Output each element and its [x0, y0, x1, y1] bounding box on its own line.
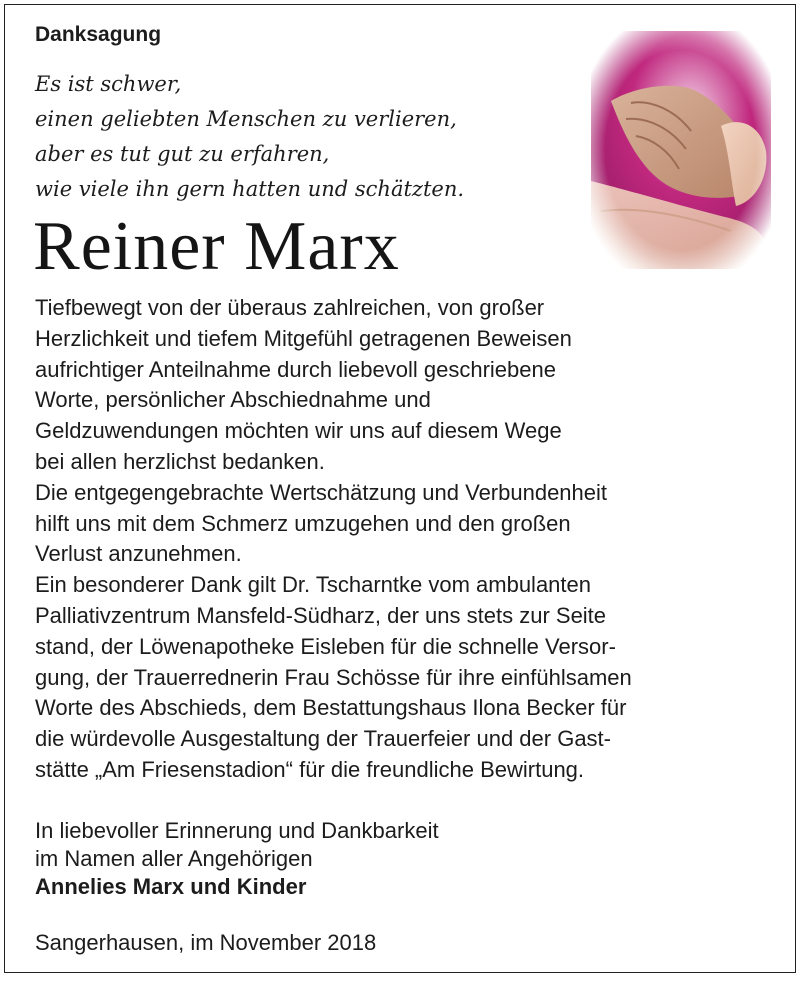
text-line: stätte „Am Friesenstadion“ für die freundliche Bewirtung.: [35, 756, 585, 782]
poem-line: Es ist schwer,: [35, 72, 182, 96]
text-line: gung, der Trauerrednerin Frau Schösse für ihre einfühlsamen: [35, 664, 632, 690]
poem: [35, 67, 595, 207]
text-line: bei allen herzlichst bedanken.: [35, 448, 325, 474]
deceased-name: Reiner Marx: [33, 208, 400, 285]
signers: Annelies Marx und Kinder: [35, 874, 307, 899]
text-line: Herzlichkeit und tiefem Mitgefühl getragenen Beweisen: [35, 325, 572, 351]
text-line: Worte des Abschieds, dem Bestattungshaus Ilona Becker für: [35, 695, 627, 721]
place-and-date: Sangerhausen, im November 2018: [35, 930, 377, 955]
holding-hands-photo: [591, 31, 771, 269]
text-line: Tiefbewegt von der überaus zahlreichen, von großer: [35, 295, 545, 320]
text-line: Verlust anzunehmen.: [35, 541, 242, 567]
thank-you-text: [35, 293, 775, 786]
text-line: aufrichtiger Anteilnahme durch liebevoll geschriebene: [35, 356, 556, 382]
closing: [35, 817, 775, 901]
poem-line: aber es tut gut zu erfahren,: [35, 142, 330, 166]
closing-line: In liebevoller Erinnerung und Dankbarkeit: [35, 818, 439, 843]
text-line: Palliativzentrum Mansfeld-Südharz, der uns stets zur Seite: [35, 602, 607, 628]
heading: Danksagung: [35, 23, 162, 46]
poem-line: einen geliebten Menschen zu verlieren,: [35, 107, 457, 131]
poem-line: wie viele ihn gern hatten und schätzten.: [35, 177, 465, 201]
obituary-card: [4, 4, 796, 973]
text-line: Geldzuwendungen möchten wir uns auf diesem Wege: [35, 418, 562, 444]
text-line: die würdevolle Ausgestaltung der Trauerfeier und der Gast-: [35, 726, 611, 752]
text-line: Die entgegengebrachte Wertschätzung und Verbundenheit: [35, 479, 608, 505]
text-line: Ein besonderer Dank gilt Dr. Tscharntke vom ambulanten: [35, 572, 591, 598]
text-line: hilft uns mit dem Schmerz umzugehen und den großen: [35, 510, 571, 536]
text-line: Worte, persönlicher Abschiednahme und: [35, 387, 431, 413]
closing-line: im Namen aller Angehörigen: [35, 846, 313, 871]
text-line: stand, der Löwenapotheke Eisleben für die schnelle Versor-: [35, 633, 616, 659]
